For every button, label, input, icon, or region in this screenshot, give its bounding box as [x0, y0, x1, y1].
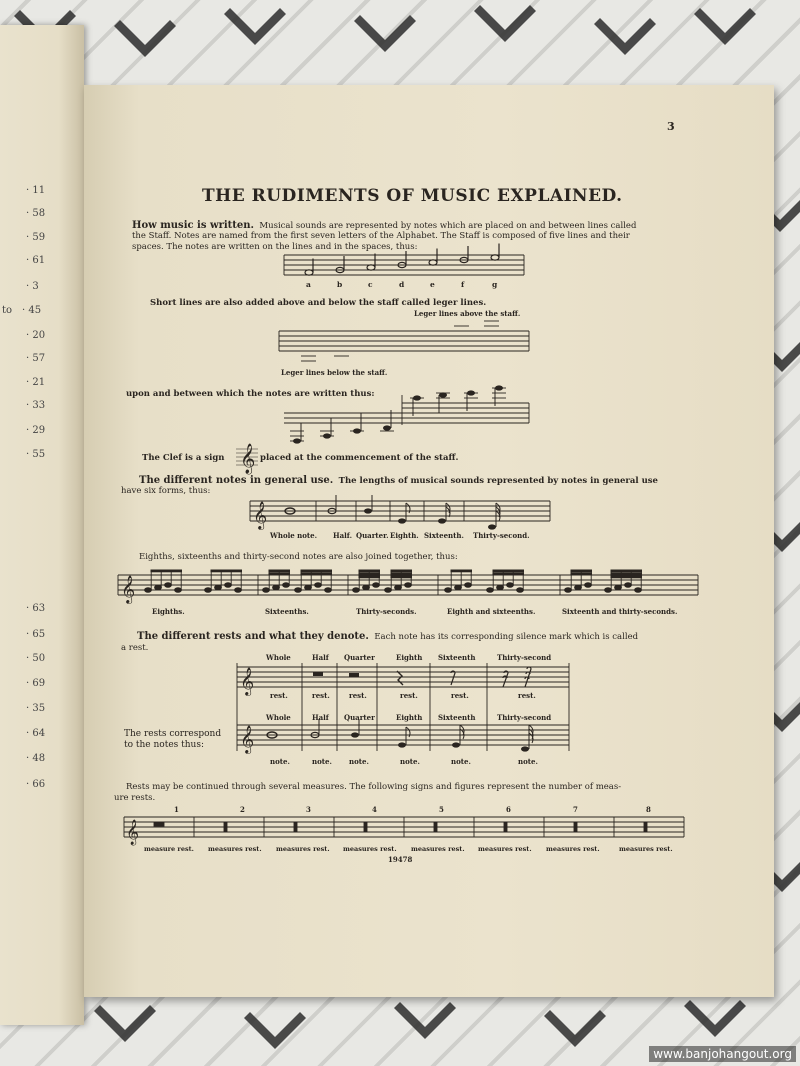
svg-text:𝄞: 𝄞	[240, 444, 256, 474]
left-page-number: · 11	[26, 185, 46, 196]
note-header-5: Thirty-second	[497, 713, 552, 722]
beamed-note-head	[215, 585, 222, 590]
note-header-0: Whole	[266, 713, 291, 722]
left-page-to: to	[2, 305, 13, 316]
left-page-number: · 33	[26, 400, 46, 411]
left-page-number: · 45	[22, 305, 42, 316]
beam	[359, 576, 380, 578]
note-head	[491, 255, 499, 260]
beamed-note-head	[235, 588, 242, 593]
left-page-number: · 48	[26, 753, 46, 764]
sec4-pre: The Clef is a sign	[142, 453, 225, 463]
measure-number-5: 6	[506, 805, 511, 814]
sec1-line1: How music is written. Musical sounds are represented by notes which are placed on and between lines called	[132, 220, 637, 231]
svg-text:𝄞: 𝄞	[126, 820, 140, 845]
measure-label-5: measures rest.	[478, 845, 532, 853]
measure-rest-mark	[294, 822, 297, 832]
note-label-3: note.	[400, 757, 420, 766]
left-page-number: · 29	[26, 425, 46, 436]
beam	[493, 573, 524, 575]
beam	[269, 570, 290, 572]
left-page-number: · 57	[26, 353, 46, 364]
beam	[493, 570, 524, 572]
sec5-line1: The different notes in general use. The lengths of musical sounds represented by notes in general use	[139, 475, 658, 486]
left-page-number: · 50	[26, 653, 46, 664]
note-header-4: Sixteenth	[438, 713, 476, 722]
beam	[269, 573, 290, 575]
measure-label-4: measures rest.	[411, 845, 465, 853]
beamed-note-head	[175, 588, 182, 593]
left-page-number: · 21	[26, 377, 46, 388]
svg-text:𝄞: 𝄞	[121, 575, 136, 603]
measure-number-2: 3	[306, 805, 311, 814]
beamed-label-0: Eighths.	[152, 607, 185, 616]
note-header-2: Quarter	[344, 713, 375, 722]
note-value-label-0: Whole note.	[270, 531, 318, 540]
beamed-note-head	[273, 585, 280, 590]
measure-number-1: 2	[240, 805, 245, 814]
note-label-1: note.	[312, 757, 332, 766]
sec2-text: Short lines are also added above and below the staff called leger lines.	[150, 298, 487, 308]
beamed-note-head	[625, 583, 632, 588]
rest-label-4: rest.	[451, 691, 469, 700]
note-values-staff	[250, 497, 550, 529]
sec6-text: Eighths, sixteenths and thirty-second notes are also joined together, thus:	[139, 552, 458, 562]
measure-rest-mark	[364, 822, 367, 832]
beamed-note-head	[615, 585, 622, 590]
beam	[451, 570, 472, 572]
beamed-note-head	[507, 583, 514, 588]
beam	[391, 573, 412, 575]
sec7-line1: The different rests and what they denote. Each note has its corresponding silence mark which is called	[137, 631, 639, 642]
svg-text:𝄞: 𝄞	[240, 667, 255, 695]
left-page-number: · 61	[26, 255, 46, 266]
rest-label-2: rest.	[349, 691, 367, 700]
measure-number-7: 8	[646, 805, 651, 814]
measure-rest-mark	[154, 822, 164, 826]
note-head	[367, 265, 375, 270]
beam	[611, 570, 642, 572]
note-letter-4: e	[430, 280, 435, 289]
rests-side-line2: to the notes thus:	[124, 740, 204, 750]
measure-label-6: measures rest.	[546, 845, 600, 853]
page-title: THE RUDIMENTS OF MUSIC EXPLAINED.	[202, 186, 623, 206]
left-page-number: · 20	[26, 330, 46, 341]
leger-lines-staff	[279, 321, 529, 361]
note-letter-3: d	[399, 280, 405, 289]
measure-label-0: measure rest.	[144, 845, 194, 853]
beamed-note-head	[263, 588, 270, 593]
watermark: www.banjohangout.org	[649, 1046, 796, 1062]
beamed-note-head	[455, 585, 462, 590]
leger-notes-staff	[284, 385, 529, 450]
beam	[571, 573, 592, 575]
beamed-note-head	[635, 588, 642, 593]
measure-rest-mark	[224, 822, 227, 832]
beamed-note-head	[385, 588, 392, 593]
measure-rest-mark	[434, 822, 437, 832]
note-label-4: note.	[451, 757, 471, 766]
beamed-note-head	[517, 588, 524, 593]
beam	[611, 576, 642, 578]
beam	[391, 576, 412, 578]
note-value-label-1: Half.	[333, 531, 353, 540]
treble-clef-icon	[236, 441, 258, 474]
beam	[211, 570, 242, 572]
measure-label-3: measures rest.	[343, 845, 397, 853]
beamed-note-head	[155, 585, 162, 590]
measure-number-6: 7	[573, 805, 578, 814]
beamed-note-head	[225, 583, 232, 588]
measure-number-4: 5	[439, 805, 444, 814]
svg-text:𝄞: 𝄞	[253, 501, 268, 529]
note-value-label-2: Quarter.	[356, 531, 389, 540]
beamed-note-head	[465, 583, 472, 588]
sec1-line3: spaces. The notes are written on the lines and in the spaces, thus:	[132, 242, 418, 252]
left-page-number: · 59	[26, 232, 46, 243]
sec4-post: placed at the commencement of the staff.	[260, 453, 459, 463]
rest-header-4: Sixteenth	[438, 653, 476, 662]
leger-below-label: Leger lines below the staff.	[281, 368, 388, 377]
note-value-label-4: Sixteenth.	[424, 531, 464, 540]
beamed-note-head	[283, 583, 290, 588]
sec1-heading: How music is written.	[132, 220, 254, 231]
beamed-note-head	[605, 588, 612, 593]
beam	[611, 573, 642, 575]
beamed-note-head	[325, 588, 332, 593]
sec8-line2: ure rests.	[114, 793, 156, 803]
note-letter-2: c	[368, 280, 373, 289]
left-page-number: · 55	[26, 449, 46, 460]
note-value-label-3: Eighth.	[390, 531, 419, 540]
rest-header-1: Half	[312, 653, 329, 662]
sec7-line2: a rest.	[121, 643, 149, 653]
svg-text:𝄞: 𝄞	[240, 725, 255, 753]
measure-rests-staff	[124, 815, 684, 843]
left-page-number: · 66	[26, 779, 46, 790]
sec1-line2: the Staff. Notes are named from the first seven letters of the Alphabet. The Staff is composed of five lines and their	[132, 231, 630, 241]
beamed-note-head	[373, 583, 380, 588]
beamed-label-3: Eighth and sixteenths.	[447, 607, 536, 616]
left-page-number: · 64	[26, 728, 46, 739]
beamed-label-2: Thirty-seconds.	[356, 607, 417, 616]
note-head	[305, 270, 313, 275]
sec3-text: upon and between which the notes are written thus:	[126, 389, 375, 399]
beamed-label-1: Sixteenths.	[265, 607, 309, 616]
leger-above-label: Leger lines above the staff.	[414, 309, 521, 318]
measure-number-3: 4	[372, 805, 377, 814]
rest-label-5: rest.	[518, 691, 536, 700]
measure-label-2: measures rest.	[276, 845, 330, 853]
note-head	[429, 260, 437, 265]
rest-label-1: rest.	[312, 691, 330, 700]
sec5-line2: have six forms, thus:	[121, 486, 211, 496]
left-page-number: · 58	[26, 208, 46, 219]
beamed-note-head	[165, 583, 172, 588]
left-page-number: · 3	[26, 281, 39, 292]
sheet-music-page	[84, 85, 774, 997]
measure-rest-mark	[504, 822, 507, 832]
beam	[151, 570, 182, 572]
note-label-2: note.	[349, 757, 369, 766]
rests-side-line1: The rests correspond	[124, 729, 222, 739]
beamed-notes-staff	[118, 569, 698, 603]
rests-table-staffs	[237, 663, 569, 753]
beamed-note-head	[585, 583, 592, 588]
rest-header-3: Eighth	[396, 653, 423, 662]
page-number: 3	[667, 120, 675, 133]
left-page-number: · 63	[26, 603, 46, 614]
measure-label-1: measures rest.	[208, 845, 262, 853]
rest-header-0: Whole	[266, 653, 291, 662]
rest-label-3: rest.	[400, 691, 418, 700]
beamed-note-head	[305, 585, 312, 590]
beam	[301, 573, 332, 575]
note-label-0: note.	[270, 757, 290, 766]
left-page-number: · 69	[26, 678, 46, 689]
beam	[359, 570, 380, 572]
note-letter-6: g	[492, 280, 498, 289]
left-page-number: · 35	[26, 703, 46, 714]
sec8-line1: Rests may be continued through several measures. The following signs and figures represent the number of meas-	[126, 782, 622, 792]
beamed-note-head	[315, 583, 322, 588]
beamed-note-head	[363, 585, 370, 590]
beamed-note-head	[353, 588, 360, 593]
measure-rest-mark	[644, 822, 647, 832]
note-letter-0: a	[306, 280, 311, 289]
beam	[301, 570, 332, 572]
left-page-number: · 65	[26, 629, 46, 640]
beamed-note-head	[405, 583, 412, 588]
beamed-note-head	[565, 588, 572, 593]
note-label-5: note.	[518, 757, 538, 766]
plate-number: 19478	[388, 855, 413, 864]
beamed-note-head	[445, 588, 452, 593]
beamed-note-head	[295, 588, 302, 593]
beamed-note-head	[205, 588, 212, 593]
measure-rest-mark	[574, 822, 577, 832]
rest-label-0: rest.	[270, 691, 288, 700]
note-value-label-5: Thirty-second.	[473, 531, 530, 540]
rest-header-2: Quarter	[344, 653, 375, 662]
beamed-note-head	[395, 585, 402, 590]
note-header-1: Half	[312, 713, 329, 722]
note-letter-1: b	[337, 280, 343, 289]
measure-number-0: 1	[174, 805, 179, 814]
beam	[359, 573, 380, 575]
beamed-label-4: Sixteenth and thirty-seconds.	[562, 607, 678, 616]
beam	[571, 570, 592, 572]
beamed-note-head	[497, 585, 504, 590]
note-header-3: Eighth	[396, 713, 423, 722]
rest-header-5: Thirty-second	[497, 653, 552, 662]
left-page	[0, 25, 84, 1025]
beamed-note-head	[487, 588, 494, 593]
beamed-note-head	[145, 588, 152, 593]
beam	[391, 570, 412, 572]
measure-label-7: measures rest.	[619, 845, 673, 853]
note-letter-5: f	[461, 280, 465, 289]
beamed-note-head	[575, 585, 582, 590]
